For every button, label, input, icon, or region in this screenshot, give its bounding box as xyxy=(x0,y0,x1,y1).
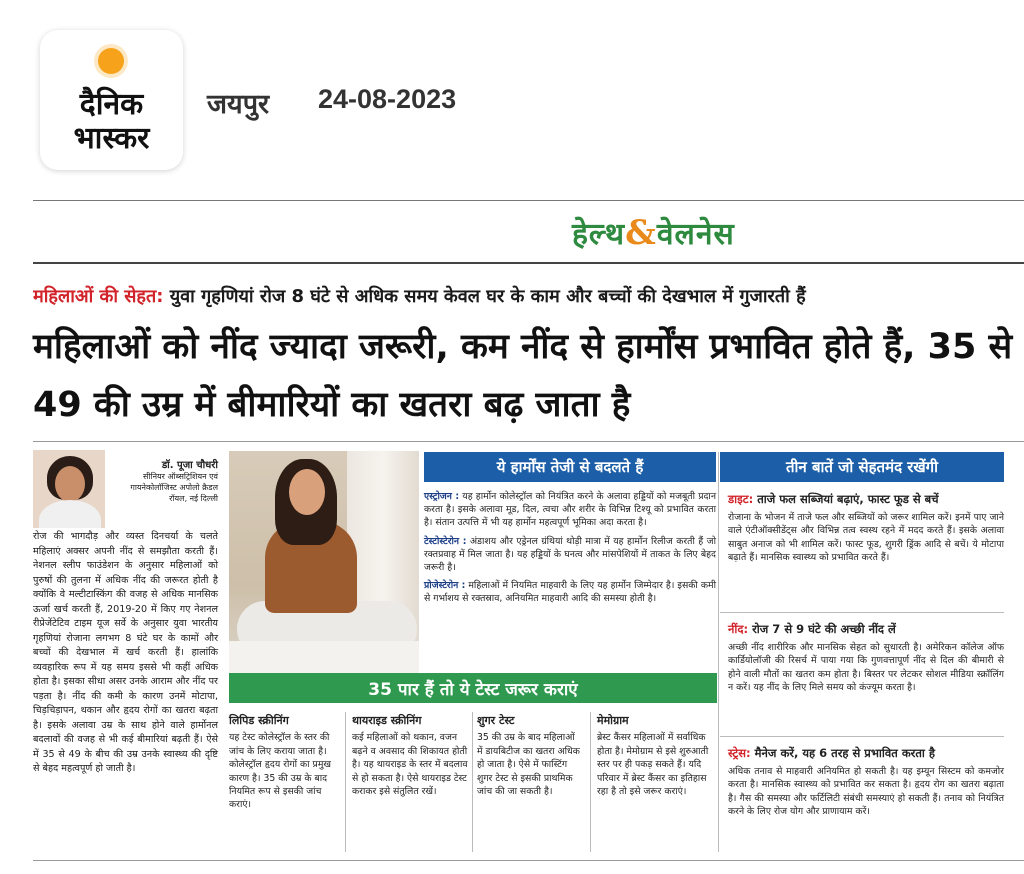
divider xyxy=(720,612,1004,613)
hormone-term: एस्ट्रोजन : xyxy=(424,491,460,502)
test-text: यह टेस्ट कोलेस्ट्रॉल के स्तर की जांच के लिए कराया जाता है। कोलेस्ट्रॉल हृदय रोगों का प्रमुख कारण है। 35 की उम्र के बाद नियमित रूप से इसकी जांच कराएं। xyxy=(229,732,331,811)
tips-heading: तीन बातें जो सेहतमंद रखेंगी xyxy=(720,452,1004,482)
section-title-left: हेल्थ xyxy=(572,217,626,252)
logo-line1: दैनिक xyxy=(79,87,144,122)
test-text: 35 की उम्र के बाद महिलाओं में डायबिटीज का खतरा अधिक हो जाता है। ऐसे में फास्टिंग शुगर टेस्ट से इसकी प्राथमिक जांच की जा सकती है। xyxy=(477,732,580,798)
hormone-item xyxy=(424,490,716,530)
tip-label: डाइट: xyxy=(728,492,754,506)
hormones-heading: ये हार्मोंस तेजी से बदलते हैं xyxy=(424,452,716,482)
divider xyxy=(590,712,591,852)
section-title-amp: & xyxy=(625,213,657,253)
headline: महिलाओं को नींद ज्यादा जरूरी, कम नींद से हार्मोंस प्रभावित होते हैं, 35 से 49 की उम्र में बीमारियों का खतरा बढ़ जाता है xyxy=(33,327,1013,425)
tip-label: स्ट्रेस: xyxy=(728,746,751,760)
article-body: रोज की भागदौड़ और व्यस्त दिनचर्या के चलते महिलाएं अक्सर अपनी नींद से समझौता करती हैं। नेशनल स्लीप फाउंडेशन के अनुसार महिलाओं को पुरुषों की तुलना में अधिक नींद की जरूरत होती है क्योंकि वे मल्टीटास्किंग की वजह से अधिक मानसिक ऊर्जा खर्च करती हैं, 2019-20 में किए गए नेशनल रीप्रेजेंटेटिव टाइम यूज सर्वे के अनुसार युवा भारतीय गृहणियां रोजाना लगभग 8 घंटे घर के कामों और बच्चों की देखभाल में खर्च करती हैं। हालांकि व्यवहारिक रूप में यह समय इससे भी कहीं अधिक होता है। इसका सीधा असर उनके आराम और नींद पर पड़ता है। नींद की कमी के कारण उनमें मोटापा, चिड़चिड़ापन, थकान और हृदय रोगों का खतरा बढ़ता है। इसके अलावा उम्र के साथ होने वाले हार्मोनल बदलावों की वजह से भी कई बीमारियां बढ़ती हैं। ऐसे में 35 से 49 के बीच की उम्र उनके स्वास्थ्य की दृष्टि से बेहद महत्वपूर्ण हो जाती है। xyxy=(33,531,218,774)
hormone-item xyxy=(424,579,716,605)
meditation-photo xyxy=(229,451,419,673)
edition-city: जयपुर xyxy=(207,89,270,120)
edition-date: 24-08-2023 xyxy=(318,84,457,114)
test-item xyxy=(229,714,339,812)
test-name: थायराइड स्क्रीनिंग xyxy=(352,714,422,727)
divider xyxy=(472,712,473,852)
tip-text: अच्छी नींद शारीरिक और मानसिक सेहत को सुधारती है। अमेरिकन कॉलेज ऑफ कार्डियोलॉजी की रिसर्च में पाया गया कि गुणवत्तापूर्ण नींद से दिल की बीमारी से होने वाली मौतों का खतरा कम होता है। बिस्तर पर लेटकर सोशल मीडिया स्क्रॉलिंग न करें। यह नींद के लिए मिले समय को कंज्यूम करता है। xyxy=(728,642,1004,694)
author-designation: सीनियर ऑब्सट्रिशियन एवं गायनेकोलॉजिस्ट अपोलो क्रैडल रॉयल, नई दिल्ली xyxy=(130,472,218,503)
kicker xyxy=(33,284,1013,308)
divider xyxy=(720,736,1004,737)
dainik-bhaskar-logo xyxy=(40,30,183,170)
hormone-item xyxy=(424,535,716,575)
tip-text: अधिक तनाव से माहवारी अनियमित हो सकती है। यह इम्यून सिस्टम को कमजोर करता है। मानसिक स्वास्थ्य को प्रभावित कर सकता है। हृदय रोग का खतरा बढ़ाता है। गैस की समस्या और फर्टिलिटी संबंधी समस्याएं हो सकती हैं। तनाव को नियंत्रित करने के लिए रोज योग और प्राणायाम करें। xyxy=(728,766,1004,818)
hormone-text: महिलाओं में नियमित माहवारी के लिए यह हार्मोन जिम्मेदार है। इसकी कमी से गर्भाशय से रक्तस्राव, अनियमित माहवारी आदि की समस्या होती है। xyxy=(424,580,716,605)
kicker-label: महिलाओं की सेहत: xyxy=(33,286,164,307)
tip-head: ताजे फल सब्जियां बढ़ाएं, फास्ट फूड से बचें xyxy=(757,492,939,506)
tip-item-sleep xyxy=(728,622,1004,695)
divider xyxy=(718,452,719,852)
divider xyxy=(345,712,346,852)
divider xyxy=(33,441,1024,442)
author-credit xyxy=(112,460,218,504)
test-item xyxy=(597,714,713,798)
divider xyxy=(33,262,1024,264)
test-text: ब्रेस्ट कैंसर महिलाओं में सर्वाधिक होता है। मेमोग्राम से इसे शुरुआती स्तर पर ही पकड़ सकते हैं। यदि परिवार में ब्रेस्ट कैंसर का इतिहास रहा है तो इसे जरूर कराएं। xyxy=(597,732,709,798)
sun-icon xyxy=(98,48,124,74)
test-name: मेमोग्राम xyxy=(597,714,629,727)
hormone-term: प्रोजेस्टेरोन : xyxy=(424,580,466,592)
hormone-text: अंडाशय और एड्रेनल ग्रंथियां थोड़ी मात्रा में यह हार्मोन रिलीज करती हैं जो रक्तप्रवाह में मिल जाता है। यह हड्डियों के घनत्व और मांसपेशियों में ताकत के लिए बेहद जरूरी है। xyxy=(424,535,716,574)
tip-head: रोज 7 से 9 घंटे की अच्छी नींद लें xyxy=(752,622,896,636)
hormones-list xyxy=(424,490,716,611)
kicker-text: युवा गृहणियां रोज 8 घंटे से अधिक समय केवल घर के काम और बच्चों की देखभाल में गुजारती हैं xyxy=(169,286,806,307)
hormone-text: यह हार्मोन कोलेस्ट्रॉल को नियंत्रित करने के अलावा हड्डियों को मजबूती प्रदान करता है। इसके अलावा मूड, दिल, त्वचा और शरीर के विभिन्न टिश्यू को प्रभावित करता है। संतान उत्पत्ति में भी यह हार्मोन महत्वपूर्ण भूमिका अदा करता है। xyxy=(424,491,716,529)
tip-text: रोजाना के भोजन में ताजे फल और सब्जियों को जरूर शामिल करें। इनमें पाए जाने वाले एंटीऑक्सीडेंट्स और विभिन्न तत्व स्वस्थ रहने में मदद करते हैं। इसके अलावा साबुत अनाज को भी शामिल करें। फास्ट फूड, शुगरी ड्रिंक आदि से बचें। ये मोटापा बढ़ाते हैं। मानसिक स्वास्थ्य को प्रभावित करते हैं। xyxy=(728,512,1004,564)
tip-head: मैनेज करें, यह 6 तरह से प्रभावित करता है xyxy=(754,746,936,760)
divider xyxy=(33,860,1024,861)
hormone-term: टेस्टोस्टेरोन : xyxy=(424,535,467,547)
test-item xyxy=(352,714,468,798)
section-title-right: वेलनेस xyxy=(656,217,735,252)
test-item xyxy=(477,714,583,798)
tests-heading: 35 पार हैं तो ये टेस्ट जरूर कराएं xyxy=(229,673,717,703)
logo-line2: भास्कर xyxy=(73,121,150,156)
test-name: लिपिड स्क्रीनिंग xyxy=(229,714,289,727)
test-name: शुगर टेस्ट xyxy=(477,714,515,727)
section-title xyxy=(572,212,735,253)
tip-item-stress xyxy=(728,746,1004,819)
author-photo xyxy=(33,450,105,528)
tip-label: नींद: xyxy=(728,622,749,636)
divider xyxy=(33,200,1024,201)
test-text: कई महिलाओं को थकान, वजन बढ़ने व अवसाद की शिकायत होती है। यह थायराइड के स्तर में बदलाव से हो सकता है। ऐसे थायराइड टेस्ट कराकर इसे संतुलित रखें। xyxy=(352,732,468,798)
author-name: डॉ. पूजा चौधरी xyxy=(161,460,218,471)
tip-item-diet xyxy=(728,492,1004,565)
